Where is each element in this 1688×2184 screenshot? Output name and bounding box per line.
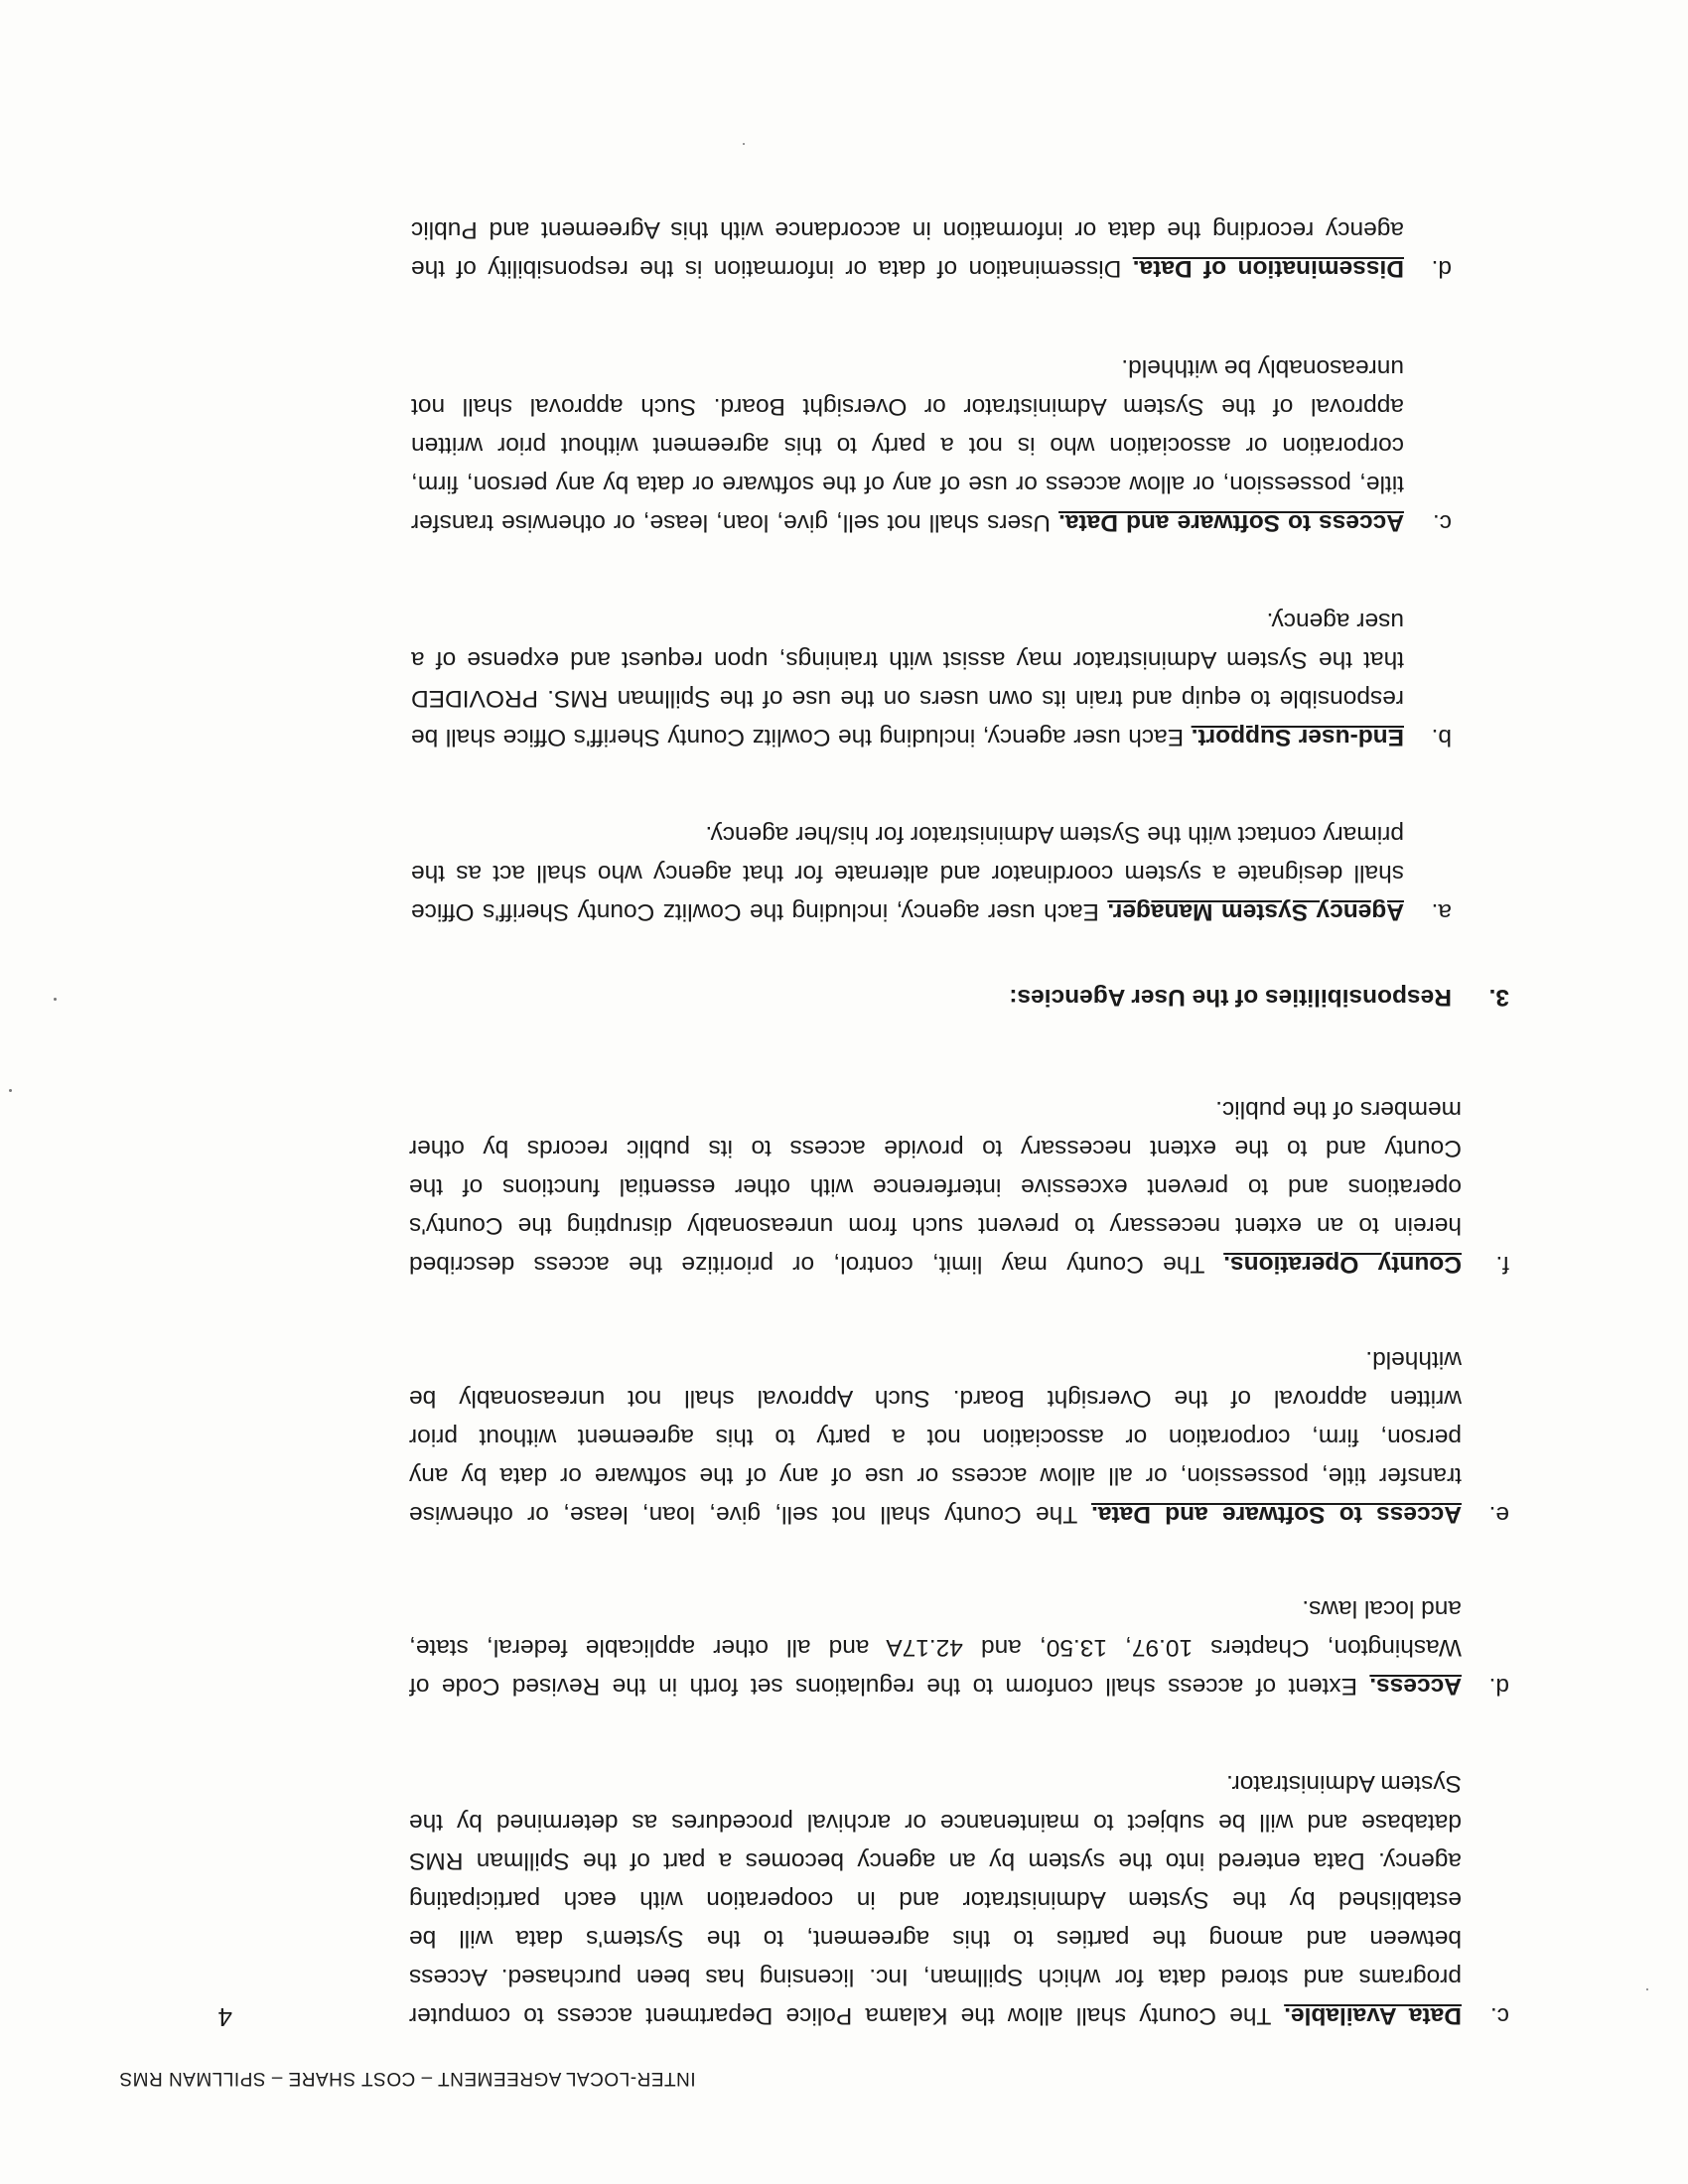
paragraph-line: between and among the parties to this agreement, to the System's data will be <box>409 1925 1462 1952</box>
item-paragraph <box>411 348 1404 542</box>
item-heading: End-user Support. <box>1191 724 1404 751</box>
paragraph-line: Extent of access shall conform to the regulations set forth in the Revised Code of <box>409 1673 1357 1700</box>
paragraph-line: Each user agency, including the Cowlitz County Sheriff's Office <box>410 898 1099 925</box>
item-letter: b. <box>1431 724 1452 751</box>
item-heading: Access to Software and Data. <box>1058 509 1404 536</box>
paragraph-line: The County shall not sell, give, loan, lease, or otherwise <box>409 1501 1078 1528</box>
paragraph-line: The County may limit, control, or prioritize the access described <box>409 1251 1205 1278</box>
section-paragraph <box>409 1090 1462 1284</box>
paragraph-line: herein to an extent necessary to prevent such from unreasonably disrupting the County's <box>409 1212 1462 1239</box>
section-heading: County Operations. <box>1223 1251 1462 1278</box>
paragraph-line: person, firm, corporation or association not a party to this agreement without prior <box>409 1424 1462 1450</box>
paragraph-line: that the System Administrator may assist with trainings, upon request and expense of a <box>411 646 1404 673</box>
scan-speck <box>743 143 745 145</box>
paragraph-line: and local laws. <box>1302 1595 1462 1622</box>
scan-speck <box>1646 1988 1648 1990</box>
paragraph-line: established by the System Administrator and in cooperation with each participating <box>409 1886 1462 1913</box>
paragraph-line: members of the public. <box>1215 1096 1462 1123</box>
paragraph-line: approval of the System Administrator or Oversight Board. Such approval shall not <box>411 393 1404 420</box>
page-number: 4 <box>217 2002 232 2032</box>
item-paragraph <box>411 815 1404 931</box>
section-heading: Access to Software and Data. <box>1091 1501 1462 1528</box>
scan-speck <box>54 998 57 1001</box>
section-paragraph <box>409 1589 1462 1706</box>
item-letter: c. <box>1432 509 1452 536</box>
scan-speck <box>9 1089 12 1092</box>
paragraph-line: primary contact with the System Administrator for his/her agency. <box>705 821 1404 848</box>
section-heading: Access. <box>1369 1673 1462 1700</box>
item-paragraph <box>411 210 1404 288</box>
running-header: INTER-LOCAL AGREEMENT – COST SHARE – SPILLMAN RMS <box>119 2068 696 2089</box>
paragraph-line: user agency. <box>1266 608 1404 634</box>
section-letter: e. <box>1488 1501 1509 1528</box>
paragraph-line: Each user agency, including the Cowlitz County Sheriff's Office shall be <box>411 724 1185 751</box>
paragraph-line: responsible to equip and train its own users on the use of the Spillman RMS. PROVIDED <box>411 685 1404 712</box>
paragraph-line: County and to the extent necessary to provide access to its public records by other <box>409 1135 1462 1161</box>
paragraph-line: unreasonably be withheld. <box>1121 354 1404 381</box>
paragraph-line: agency recording the data or information in accordance with this Agreement and Public <box>411 216 1404 243</box>
paragraph-line: shall designate a system coordinator and alternate for that agency who shall act as the <box>411 860 1404 887</box>
paragraph-line: title, possession, or allow access or use of any of the software or data by any person, firm, <box>411 471 1404 497</box>
section-letter: d. <box>1488 1673 1509 1700</box>
section-letter: c. <box>1489 2002 1509 2029</box>
paragraph-line: corporation or association who is not a party to this agreement without prior written <box>411 432 1404 459</box>
paragraph-line: Users shall not sell, give, loan, lease, or otherwise transfer <box>411 509 1052 536</box>
section-heading: Data Available. <box>1284 2002 1462 2029</box>
item-heading: Agency System Manager. <box>1107 898 1404 925</box>
item-paragraph <box>411 602 1404 756</box>
item-letter: d. <box>1431 255 1452 282</box>
section-title-text: Responsibilities of the User Agencies: <box>1009 984 1452 1011</box>
paragraph-line: programs and stored data for which Spillman, Inc. licensing has been purchased. Access <box>409 1964 1462 1990</box>
paragraph-line: agency. Data entered into the system by an agency becomes a part of the Spillman RMS <box>409 1847 1462 1874</box>
section-paragraph <box>409 1764 1462 2035</box>
section-letter: f. <box>1495 1251 1509 1278</box>
paragraph-line: written approval of the Oversight Board. Such Approval shall not unreasonably be <box>409 1385 1462 1412</box>
paragraph-line: The County shall allow the Kalama Police Department access to computer <box>409 2002 1272 2029</box>
item-heading: Dissemination of Data. <box>1132 255 1404 282</box>
section-number: 3. <box>1488 984 1509 1011</box>
paragraph-line: Dissemination of data or information is the responsibility of the <box>411 255 1122 282</box>
paragraph-line: operations and to prevent excessive interference with other essential functions of the <box>409 1173 1462 1200</box>
section-paragraph <box>409 1340 1462 1534</box>
item-letter: a. <box>1431 898 1452 925</box>
paragraph-line: transfer title, possession, or all allow access or use of any of the software or data by any <box>409 1462 1462 1489</box>
paragraph-line: withheld. <box>1365 1346 1462 1373</box>
section-3-title <box>1009 983 1509 1011</box>
paragraph-line: System Administrator. <box>1226 1770 1462 1797</box>
paragraph-line: Washington, Chapters 10.97, 13.50, and 42.17A and all other applicable federal, state, <box>409 1634 1462 1661</box>
paragraph-line: database and will be subject to maintenance or archival procedures as determined by the <box>409 1809 1462 1836</box>
